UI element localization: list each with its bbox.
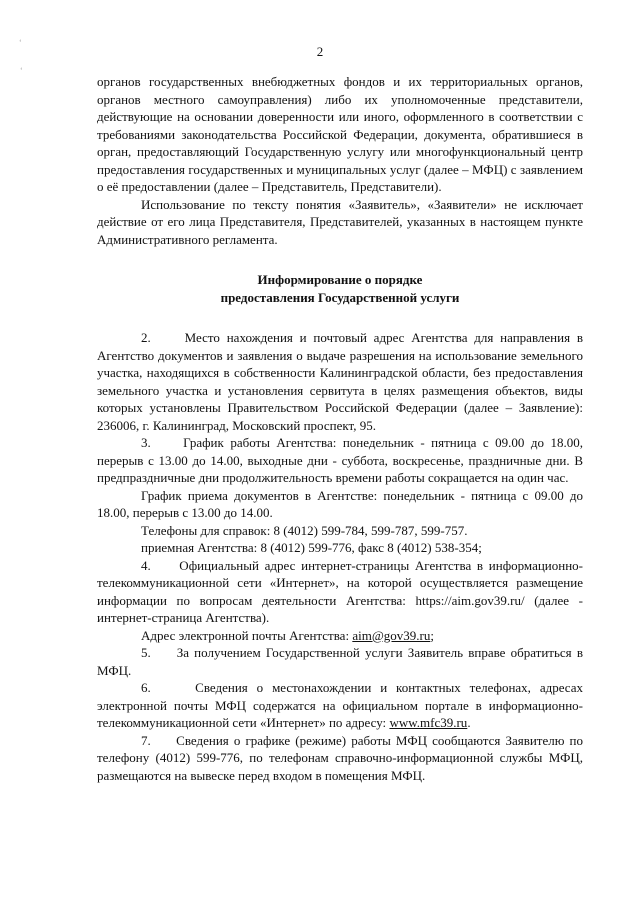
heading-line-2: предоставления Государственной услуги xyxy=(220,289,460,305)
section-heading xyxy=(97,271,583,306)
item-3-work-schedule: 3. График работы Агентства: понедельник - пятница с 09.00 до 18.00, перерыв с 13.00 до 14.00, выходные дни - суббота, воскресенье, праздничные дни. В предпраздничные дни продолжительность времени работы сокращается на один час. xyxy=(97,435,583,485)
item-6-mfc-contacts xyxy=(97,679,583,732)
item-5-mfc: 5. За получением Государственной услуги Заявитель вправе обратиться в МФЦ. xyxy=(97,645,583,678)
paragraph-reception: приемная Агентства: 8 (4012) 599-776, факс 8 (4012) 538-354; xyxy=(141,540,482,555)
scan-artifact-mark: ‘ xyxy=(20,66,23,75)
item-4-website: 4. Официальный адрес интернет-страницы Агентства в информационно-телекоммуникационной сети «Интернет», на которой осуществляется размещение информации по вопросам деятельности Агентства: https://aim.gov39.ru/ (далее - интернет-страница Агентства). xyxy=(97,557,583,625)
heading-line-1: Информирование о порядке xyxy=(257,272,423,287)
paragraph-intro: органов государственных внебюджетных фондов и их территориальных органов, органов местного самоуправления) либо их уполномоченные представители, действующие на основании доверенности или иного, оформленного в соответствии с требованиями законодательства Российской Федерации, документа, обратившиеся в орган, предоставляющий Государственную услугу или многофункциональный центр предоставления государственных и муниципальных услуг (далее – МФЦ) с заявлением о её предоставлении (далее – Представитель, Представители). xyxy=(97,74,583,194)
paragraph-document-schedule: График приема документов в Агентстве: понедельник - пятница с 09.00 до 18.00, перерыв с 13.00 до 14.00. xyxy=(97,487,583,520)
item-2-address: 2. Место нахождения и почтовый адрес Агентства для направления в Агентство документов и заявления о выдаче разрешения на использование земельного участка, находящихся в собственности Калининградской области, без предоставления земельного участка и установления сервитута в целях размещения объектов, виды которых установлены Правительством Российской Федерации (далее – Заявление): 236006, г. Калининград, Московский проспект, 95. xyxy=(97,330,583,433)
paragraph-usage: Использование по тексту понятия «Заявитель», «Заявители» не исключает действие от его лица Представителя, Представителей, указанных в настоящем пункте Административного регламента. xyxy=(97,196,583,247)
item-6-text: 6. Сведения о местонахождении и контактных телефонах, адресах электронной почты МФЦ содержатся на официальном портале в информационно-телекоммуникационной сети «Интернет» по адресу: xyxy=(97,680,583,730)
item-6-end: . xyxy=(467,715,471,730)
document-body xyxy=(97,73,583,784)
scan-artifact-mark: ‘ xyxy=(19,38,22,47)
paragraph-phones: Телефоны для справок: 8 (4012) 599-784, 599-787, 599-757. xyxy=(141,522,468,538)
item-7-mfc-schedule: 7. Сведения о графике (режиме) работы МФЦ сообщаются Заявителю по телефону (4012) 599-776, по телефонам справочно-информационной службы МФЦ, размещаются на вывеске перед входом в помещения МФЦ. xyxy=(97,732,583,783)
email-end: ; xyxy=(430,627,434,643)
paragraph-email xyxy=(97,627,583,645)
mfc-website-link[interactable]: www.mfc39.ru xyxy=(389,715,468,730)
email-label: Адрес электронной почты Агентства: xyxy=(141,627,353,643)
email-link[interactable]: aim@gov39.ru xyxy=(352,627,431,643)
page-number: 2 xyxy=(316,44,324,59)
